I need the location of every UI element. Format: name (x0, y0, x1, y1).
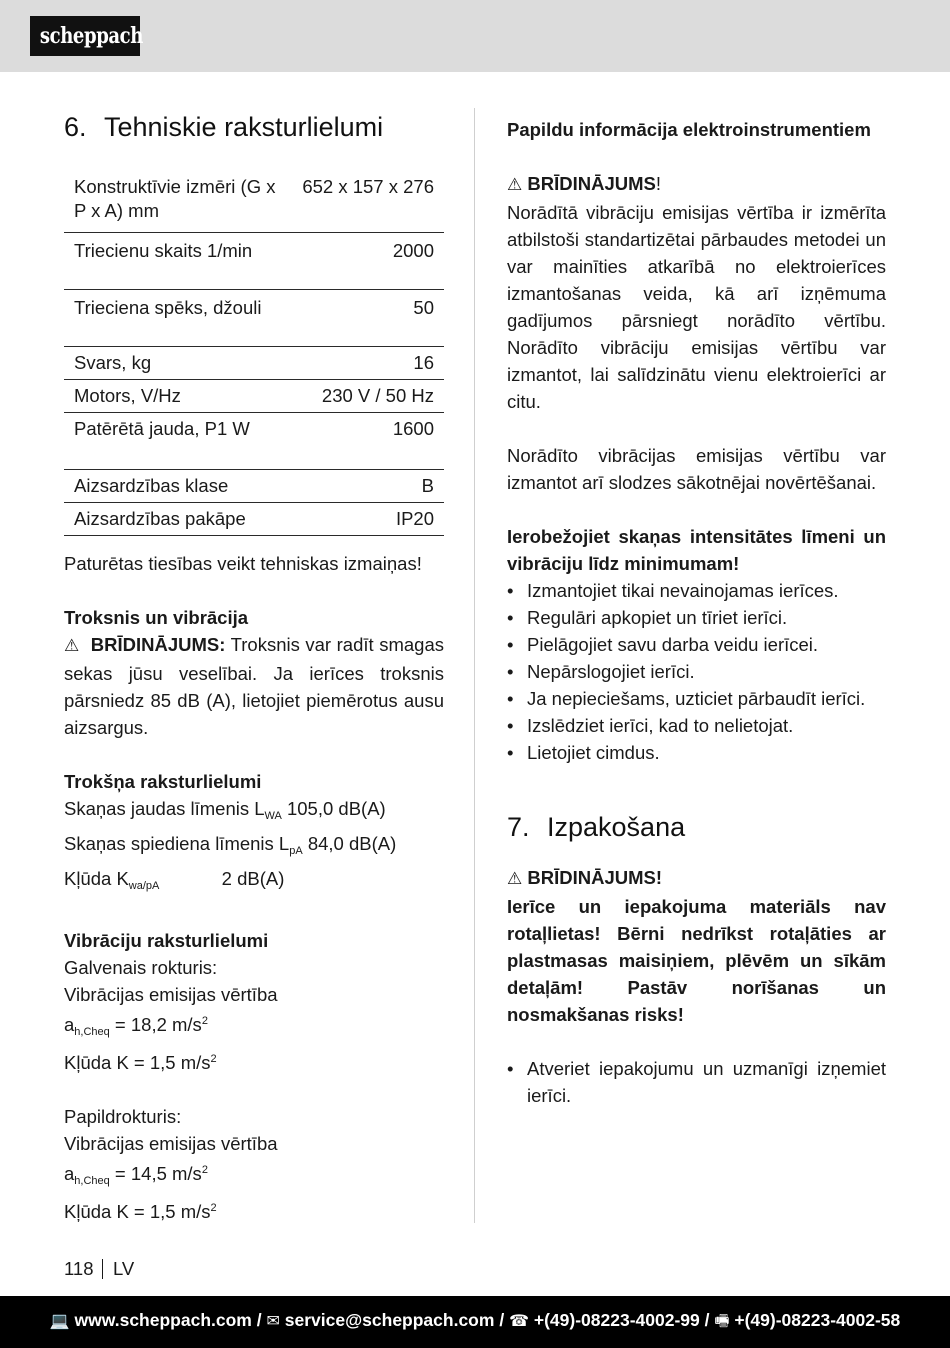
spec-row (64, 413, 444, 470)
mail-icon: ✉ (266, 1311, 280, 1330)
warning-2-label: BRĪDINĀJUMS! (527, 867, 663, 888)
left-body (64, 550, 444, 1225)
list-item (507, 739, 886, 766)
spec-table (64, 175, 444, 536)
bullet-dot: • (507, 607, 514, 628)
aux-emission-label: Vibrācijas emisijas vērtība (64, 1133, 278, 1154)
spec-value: 652 x 157 x 276 (302, 176, 434, 197)
aux-k-value: Kļūda K = 1,5 m/s (64, 1201, 211, 1222)
list-item-text: Regulāri apkopiet un tīriet ierīci. (527, 607, 788, 628)
bullet-dot: • (507, 688, 514, 709)
header-band (0, 0, 950, 72)
footer-separator: / (499, 1310, 505, 1330)
list-item (507, 685, 886, 712)
noise-heading: Troksnis un vibrācija (64, 607, 249, 628)
spec-value: B (421, 475, 434, 496)
fax-icon: 🖷 (714, 1311, 730, 1330)
sound-pressure-sub: pA (289, 845, 303, 857)
spec-label: Motors, V/Hz (74, 385, 181, 406)
section-7-title: Izpakošana (547, 812, 686, 842)
footer-website[interactable]: www.scheppach.com (74, 1310, 252, 1330)
noise-warning-label: BRĪDINĀJUMS: (90, 634, 226, 655)
footer-fax: +(49)-08223-4002-58 (734, 1310, 901, 1330)
uncertainty-value: 2 dB(A) (221, 868, 285, 889)
page-language: LV (113, 1258, 135, 1279)
list-item (507, 631, 886, 658)
bullet-dot: • (507, 661, 514, 682)
noise-warning (64, 631, 444, 741)
sound-power-line (64, 795, 444, 830)
list-item-text: Izmantojiet tikai nevainojamas ierīces. (527, 580, 839, 601)
page-number (64, 1256, 134, 1282)
main-a-line (64, 1008, 444, 1046)
main-a-sub: h,Cheq (74, 1026, 110, 1038)
list-item-text: Lietojiet cimdus. (527, 742, 660, 763)
bullet-dot: • (507, 634, 514, 655)
spec-value: 16 (413, 352, 434, 373)
warning-1-label: BRĪDINĀJUMS (527, 173, 656, 194)
spec-row (64, 503, 444, 536)
squared-sup: 2 (201, 1015, 208, 1027)
list-item (507, 1055, 886, 1109)
spec-value: IP20 (395, 508, 434, 529)
list-item-text: Nepārslogojiet ierīci. (527, 661, 695, 682)
section-7-heading (507, 810, 886, 844)
main-emission-label: Vibrācijas emisijas vērtība (64, 984, 278, 1005)
spec-row (64, 347, 444, 380)
list-item-text: Ja nepieciešams, uzticiet pārbaudīt ierīci. (527, 688, 866, 709)
limit-heading: Ierobežojiet skaņas intensitātes līmeni un vibrāciju līdz minimumam! (507, 526, 886, 574)
computer-icon: 💻 (49, 1311, 70, 1330)
spec-label: Patērētā jauda, P1 W (74, 418, 250, 439)
warning-1-text: Norādītā vibrāciju emisijas vērtība ir izmērīta atbilstoši standartizētai pārbaudes metodei un var mainīties atkarībā no elektroierīces izmantošanas veida, kā arī izņēmuma gadījumos pārsniegt norādīto vērtību. Norādīto vibrāciju emisijas vērtību var izmantot, lai salīdzinātu vienu elektroierīci ar citu. (507, 202, 886, 412)
noise-specs-heading: Trokšņa raksturlielumi (64, 771, 262, 792)
list-item-text: Izslēdziet ierīci, kad to nelietojat. (527, 715, 794, 736)
logo-text: scheppach (39, 23, 143, 49)
section-6-heading (64, 110, 444, 144)
squared-sup: 2 (201, 1164, 208, 1176)
spec-label: Aizsardzības klase (74, 475, 229, 496)
main-a-prefix: a (64, 1014, 75, 1035)
prelim-text: Norādīto vibrācijas emisijas vērtību var izmantot arī slodzes sākotnējai novērtēšanai. (507, 445, 886, 493)
page-number-divider (102, 1259, 104, 1279)
spec-row (64, 290, 444, 347)
list-item (507, 658, 886, 685)
list-item-text: Pielāgojiet savu darba veidu ierīcei. (527, 634, 819, 655)
warning-icon: ⚠ (64, 636, 80, 656)
phone-icon: ☎ (509, 1311, 529, 1330)
column-divider (474, 108, 475, 1223)
footer-separator: / (704, 1310, 710, 1330)
sound-pressure-line (64, 830, 444, 865)
sound-power-label: Skaņas jaudas līmenis L (64, 798, 265, 819)
sound-power-value: 105,0 dB(A) (286, 798, 386, 819)
list-item-text: Atveriet iepakojumu un uzmanīgi izņemiet ierīci. (527, 1058, 886, 1106)
aux-a-value: = 14,5 m/s (114, 1163, 202, 1184)
extra-info-heading: Papildu informācija elektroinstrumentiem (507, 119, 871, 140)
bullet-dot: • (507, 715, 514, 736)
list-item (507, 712, 886, 739)
warning-icon: ⚠ (507, 175, 523, 195)
uncertainty-sub: wa/pA (128, 880, 160, 892)
main-a-value: = 18,2 m/s (114, 1014, 202, 1035)
main-k-value: Kļūda K = 1,5 m/s (64, 1052, 211, 1073)
uncertainty-line (64, 865, 444, 900)
aux-a-prefix: a (64, 1163, 75, 1184)
squared-sup: 2 (210, 1053, 217, 1065)
squared-sup: 2 (210, 1202, 217, 1214)
spec-value: 230 V / 50 Hz (321, 385, 434, 406)
aux-k-line (64, 1195, 444, 1225)
spec-label: Trieciena spēks, džouli (74, 297, 262, 318)
footer-contact-bar (0, 1296, 950, 1348)
noise-warning-text: Troksnis var radīt smagas sekas jūsu veselībai. Ja ierīces troksnis pārsniedz 85 dB (A), lietojiet piemērotus ausu aizsargus. (64, 634, 444, 738)
section-6-number: 6. (64, 112, 87, 142)
footer-phone: +(49)-08223-4002-99 (533, 1310, 700, 1330)
rights-note: Paturētas tiesības veikt tehniskas izmaiņas! (64, 553, 422, 574)
sound-pressure-label: Skaņas spiediena līmenis L (64, 833, 290, 854)
sound-power-sub: WA (264, 810, 282, 822)
spec-value: 1600 (392, 418, 434, 439)
spec-row (64, 233, 444, 290)
bullet-dot: • (507, 580, 514, 601)
spec-label: Svars, kg (74, 352, 152, 373)
aux-handle-label: Papildrokturis: (64, 1106, 182, 1127)
spec-row (64, 470, 444, 503)
vibration-heading: Vibrāciju raksturlielumi (64, 930, 269, 951)
footer-email[interactable]: service@scheppach.com (284, 1310, 495, 1330)
list-item (507, 577, 886, 604)
warning-2-text: Ierīce un iepakojuma materiāls nav rotaļlietas! Bērni nedrīkst rotaļāties ar plastmasas maisiņiem, plēvēm un sīkām detaļām! Pastāv norīšanas un nosmakšanas risks! (507, 896, 886, 1025)
footer-separator: / (256, 1310, 262, 1330)
uncertainty-label: Kļūda K (64, 868, 129, 889)
bullet-dot: • (507, 1058, 514, 1079)
spec-label: Konstruktīvie izmēri (G x P x A) mm (74, 176, 276, 221)
right-body (507, 116, 886, 1109)
aux-a-sub: h,Cheq (74, 1175, 110, 1187)
unpack-bullet-list (507, 1055, 886, 1109)
spec-row (64, 175, 444, 233)
scheppach-logo (30, 16, 143, 56)
warning-1-excl: ! (655, 173, 662, 194)
list-item (507, 604, 886, 631)
main-k-line (64, 1046, 444, 1076)
spec-value: 50 (413, 297, 434, 318)
warning-icon: ⚠ (507, 869, 523, 889)
warning-2-header (507, 864, 886, 893)
page-number-value: 118 (64, 1258, 94, 1279)
sound-pressure-value: 84,0 dB(A) (307, 833, 397, 854)
main-handle-label: Galvenais rokturis: (64, 957, 218, 978)
spec-label: Triecienu skaits 1/min (74, 240, 253, 261)
section-6-title: Tehniskie raksturlielumi (104, 112, 384, 142)
warning-1-header (507, 170, 886, 199)
bullet-dot: • (507, 742, 514, 763)
spec-row (64, 380, 444, 413)
spec-label: Aizsardzības pakāpe (74, 508, 246, 529)
section-7-number: 7. (507, 812, 530, 842)
aux-a-line (64, 1157, 444, 1195)
spec-value: 2000 (392, 240, 434, 261)
limit-bullet-list (507, 577, 886, 766)
